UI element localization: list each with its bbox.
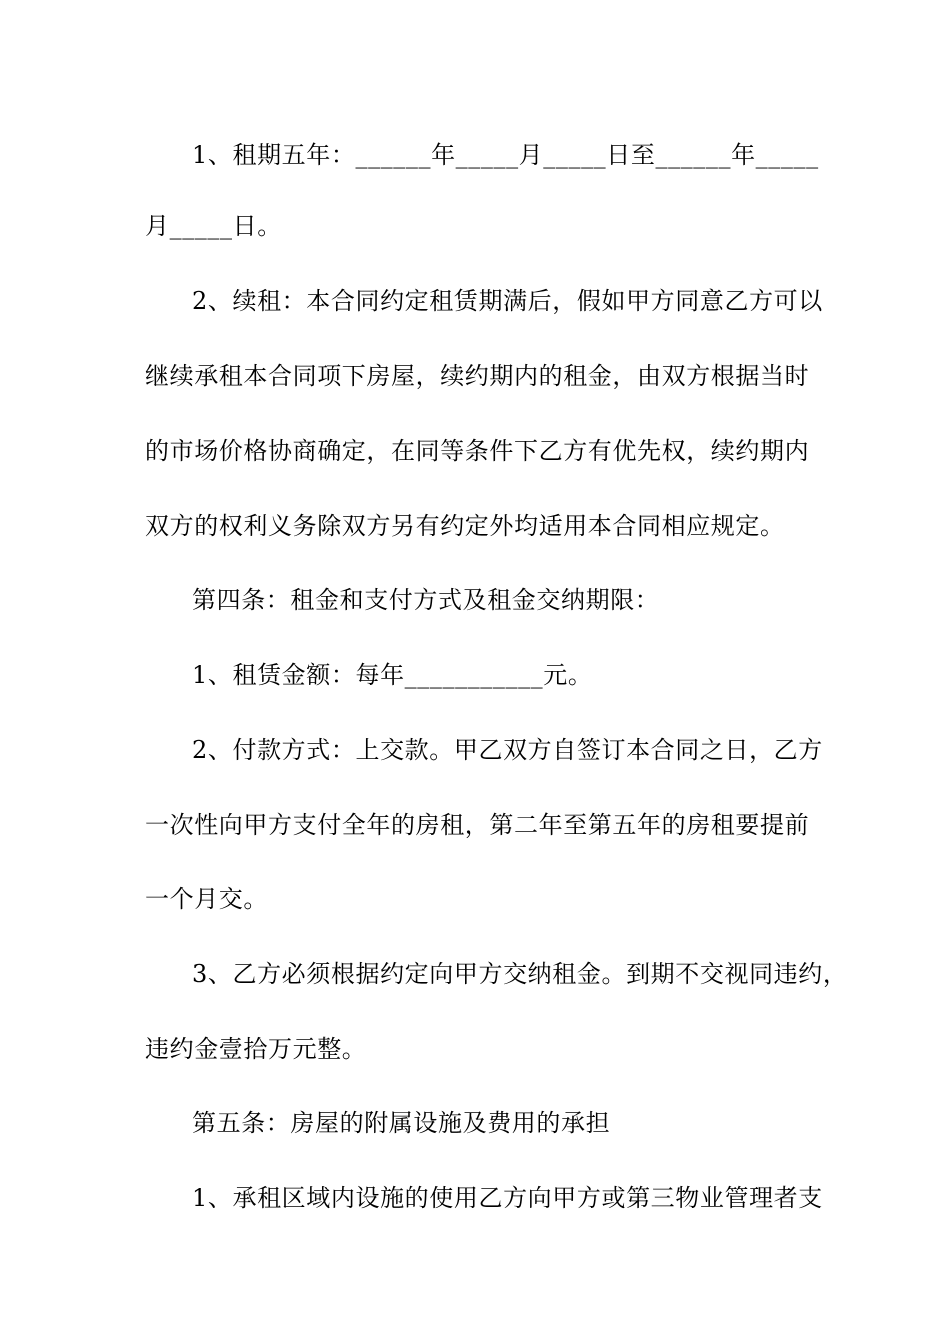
rent-amount-line: 1、租赁金额：每年___________元。: [192, 661, 593, 689]
rent-obligation-line-2: 违约金壹拾万元整。: [145, 1035, 367, 1063]
article-four-heading: 第四条：租金和支付方式及租金交纳期限：: [192, 586, 660, 614]
renewal-clause-line-1: 2、续租：本合同约定租赁期满后，假如甲方同意乙方可以: [192, 287, 823, 315]
lease-term-line: 1、租期五年：______年_____月_____日至______年_____: [192, 141, 819, 169]
renewal-clause-line-3: 的市场价格协商确定，在同等条件下乙方有优先权，续约期内: [145, 437, 810, 465]
payment-method-line-2: 一次性向甲方支付全年的房租，第二年至第五年的房租要提前: [145, 811, 810, 839]
renewal-clause-line-4: 双方的权利义务除双方另有约定外均适用本合同相应规定。: [145, 512, 785, 540]
renewal-clause-line-2: 继续承租本合同项下房屋，续约期内的租金，由双方根据当时: [145, 362, 810, 390]
payment-method-line-1: 2、付款方式：上交款。甲乙双方自签订本合同之日，乙方: [192, 736, 823, 764]
payment-method-line-3: 一个月交。: [145, 885, 268, 913]
rent-obligation-line-1: 3、乙方必须根据约定向甲方交纳租金。到期不交视同违约，: [192, 960, 848, 988]
lease-term-continuation: 月_____日。: [145, 212, 282, 240]
article-five-heading: 第五条：房屋的附属设施及费用的承担: [192, 1109, 611, 1137]
facilities-clause-line-1: 1、承租区域内设施的使用乙方向甲方或第三物业管理者支: [192, 1184, 823, 1212]
